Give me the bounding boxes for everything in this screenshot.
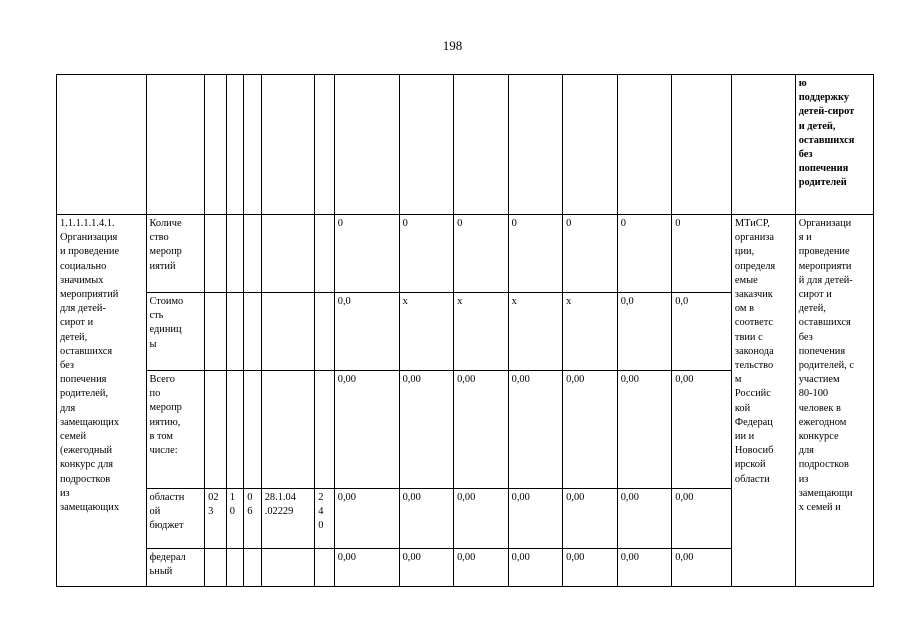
code-cell	[244, 371, 261, 489]
expected-result-cell: Организаци я и проведение мероприяти й для детей- сирот и детей, оставшихся без попечения родителей, с участием 80-100 человек в ежегодном конкурсе для подростков из замещающи х семей и	[795, 215, 873, 587]
value-cell: 0,0	[334, 293, 399, 371]
code-cell	[244, 293, 261, 371]
value-cell: 0	[617, 215, 672, 293]
value-cell: 0,00	[563, 549, 618, 587]
value-cell: 0,0	[672, 293, 732, 371]
program-table	[56, 74, 874, 587]
indicator-label-cell: Количе ство меропр иятий	[146, 215, 205, 293]
value-cell: 0	[672, 215, 732, 293]
indicator-label-cell: областн ой бюджет	[146, 489, 205, 549]
code-cell	[261, 293, 315, 371]
value-cell: 0	[508, 215, 563, 293]
code-cell: 02 3	[205, 489, 227, 549]
code-cell: 28.1.04 .02229	[261, 489, 315, 549]
table-header-row	[57, 75, 874, 215]
value-cell: 0,00	[508, 489, 563, 549]
value-cell: 0,00	[672, 371, 732, 489]
indicator-label-cell: федерал ьный	[146, 549, 205, 587]
code-cell	[226, 293, 243, 371]
value-cell: 0,00	[508, 371, 563, 489]
code-cell	[226, 215, 243, 293]
value-cell: 0	[334, 215, 399, 293]
code-cell: 1 0	[226, 489, 243, 549]
code-cell	[205, 371, 227, 489]
value-cell: 0,00	[617, 371, 672, 489]
value-cell: 0,00	[563, 371, 618, 489]
value-cell: 0,00	[563, 489, 618, 549]
value-cell: x	[454, 293, 509, 371]
value-cell: 0	[563, 215, 618, 293]
code-cell	[261, 549, 315, 587]
header-expected-result: ю поддержку детей-сирот и детей, оставшихся без попечения родителей	[795, 75, 873, 215]
value-cell: 0,00	[334, 549, 399, 587]
code-cell	[315, 549, 335, 587]
code-cell	[315, 293, 335, 371]
table-row	[57, 215, 874, 293]
activity-name-cell: 1.1.1.1.1.4.1. Организация и проведение социально значимых мероприятий для детей- сирот и детей, оставшихся без попечения родителей, для замещающих семей (ежегодный конкурс для подростков из замещающих	[57, 215, 147, 587]
indicator-rows	[57, 215, 874, 587]
value-cell: 0	[454, 215, 509, 293]
code-cell: 0 6	[244, 489, 261, 549]
code-cell	[205, 293, 227, 371]
value-cell: 0,00	[672, 549, 732, 587]
value-cell: 0,0	[617, 293, 672, 371]
value-cell: 0,00	[508, 549, 563, 587]
page-number: 198	[442, 38, 463, 53]
code-cell	[261, 215, 315, 293]
code-cell	[205, 215, 227, 293]
code-cell	[261, 371, 315, 489]
value-cell: 0,00	[399, 489, 454, 549]
code-cell	[226, 371, 243, 489]
code-cell	[315, 371, 335, 489]
value-cell: 0,00	[399, 549, 454, 587]
executor-cell: МТиСР, организа ции, определя емые заказчик ом в соответс твии с законода тельство м Российс кой Федерац ии и Новосиб ирской области	[731, 215, 795, 587]
indicator-label-cell: Всего по меропр иятию, в том числе:	[146, 371, 205, 489]
value-cell: 0,00	[617, 489, 672, 549]
code-cell	[244, 215, 261, 293]
value-cell: 0,00	[617, 549, 672, 587]
value-cell: 0,00	[454, 549, 509, 587]
code-cell	[244, 549, 261, 587]
value-cell: 0,00	[399, 371, 454, 489]
value-cell: 0,00	[454, 371, 509, 489]
code-cell	[205, 549, 227, 587]
value-cell: x	[399, 293, 454, 371]
code-cell: 2 4 0	[315, 489, 335, 549]
value-cell: 0,00	[334, 371, 399, 489]
value-cell: 0,00	[454, 489, 509, 549]
code-cell	[226, 549, 243, 587]
value-cell: x	[563, 293, 618, 371]
indicator-label-cell: Стоимо сть единиц ы	[146, 293, 205, 371]
value-cell: 0	[399, 215, 454, 293]
value-cell: x	[508, 293, 563, 371]
code-cell	[315, 215, 335, 293]
value-cell: 0,00	[672, 489, 732, 549]
value-cell: 0,00	[334, 489, 399, 549]
